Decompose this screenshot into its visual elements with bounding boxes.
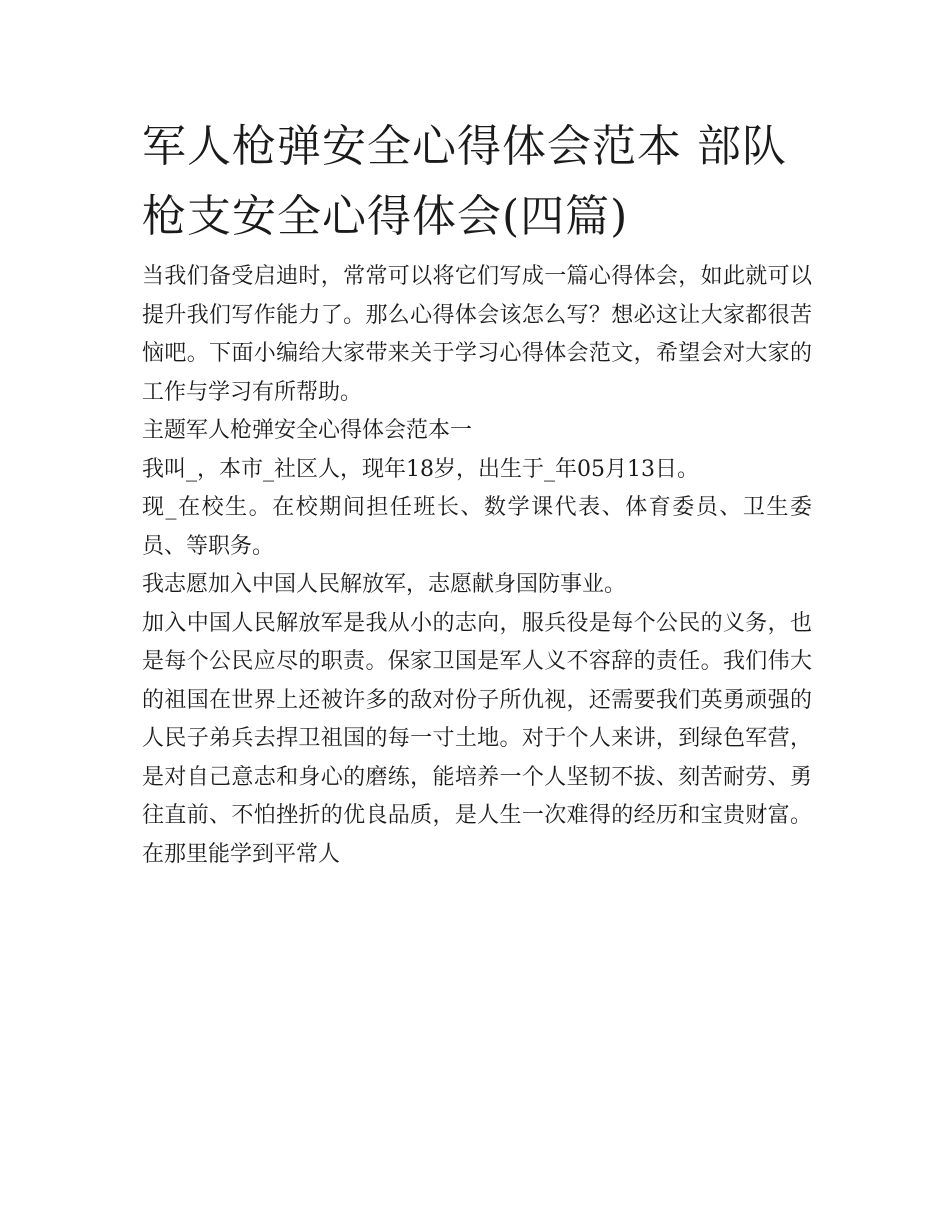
body-paragraph: 加入中国人民解放军是我从小的志向，服兵役是每个公民的义务，也是每个公民应尽的职责。保家卫国是军人义不容辞的责任。我们伟大的祖国在世界上还被许多的敌对份子所仇视，还需要我们英勇顽强的人民子弟兵去捍卫祖国的每一寸土地。对于个人来讲，到绿色军营，是对自己意志和身心的磨练，能培养一个人坚韧不拔、刻苦耐劳、勇往直前、不怕挫折的优良品质，是人生一次难得的经历和宝贵财富。在那里能学到平常人: [142, 610, 812, 867]
body-paragraph: 我志愿加入中国人民解放军，志愿献身国防事业。: [142, 572, 627, 597]
body-paragraph: 我叫_，本市_社区人，现年18岁，出生于_年05月13日。: [142, 456, 699, 482]
intro-paragraph: 当我们备受启迪时，常常可以将它们写成一篇心得体会，如此就可以提升我们写作能力了。那么心得体会该怎么写？想必这让大家都很苦恼吧。下面小编给大家带来关于学习心得体会范文，希望会对大家的工作与学习有所帮助。: [142, 264, 812, 405]
section-heading: 主题军人枪弹安全心得体会范本一: [142, 418, 473, 443]
body-paragraph: 现_在校生。在校期间担任班长、数学课代表、体育委员、卫生委员、等职务。: [142, 495, 812, 559]
document-body: [142, 112, 812, 874]
document-title: 军人枪弹安全心得体会范本 部队枪支安全心得体会(四篇): [142, 121, 787, 242]
